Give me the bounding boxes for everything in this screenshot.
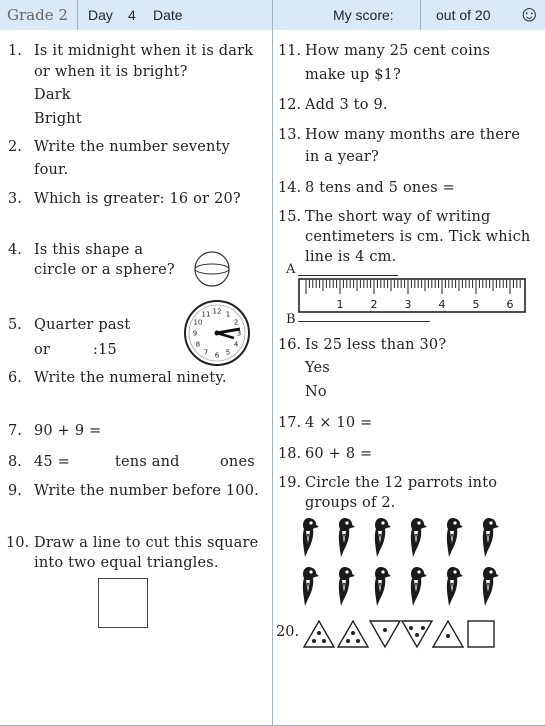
triangle-up-icon [304, 621, 334, 647]
sphere-icon [188, 249, 236, 289]
parrot-icon [411, 567, 427, 606]
q15-text: line is 4 cm. [305, 249, 397, 265]
q18-text: 60 + 8 = [305, 446, 373, 462]
q10-text: into two equal triangles. [34, 555, 219, 571]
header-bar [0, 0, 545, 30]
triangle-up-icon [338, 621, 368, 647]
q10-text: Draw a line to cut this square [34, 535, 259, 551]
parrot-icon [303, 567, 319, 606]
q1-text: or when it is bright? [34, 64, 188, 80]
clock-number: 9 [192, 329, 198, 338]
parrot-icon [483, 518, 499, 557]
ruler [298, 278, 528, 314]
q12-text: Add 3 to 9. [305, 97, 388, 113]
ruler-label: 5 [472, 298, 480, 311]
pattern-shapes [302, 618, 502, 650]
q8-text: ones [220, 454, 255, 470]
grade-label: Grade 2 [7, 6, 68, 24]
q16-option-yes[interactable]: Yes [305, 360, 330, 376]
clock-number: 6 [214, 351, 220, 360]
q2-text: Write the number seventy [34, 139, 230, 155]
q8-text: tens and [115, 454, 180, 470]
q14-text: 8 tens and 5 ones = [305, 180, 455, 196]
q16-option-no[interactable]: No [305, 384, 327, 400]
parrots-grid [295, 514, 515, 614]
score-label: My score: [333, 7, 394, 23]
q3-number: 3. [8, 191, 22, 207]
date-label: Date [153, 7, 183, 23]
q2-number: 2. [8, 139, 22, 155]
smiley-icon: ☺ [518, 1, 541, 26]
parrot-icon [375, 518, 391, 557]
q1-option-dark[interactable]: Dark [34, 87, 71, 103]
q11-text: How many 25 cent coins [305, 43, 491, 59]
header-divider [77, 0, 78, 30]
triangle-down-icon [402, 621, 432, 647]
clock-number: 12 [212, 307, 222, 316]
parrot-icon [411, 518, 427, 557]
q8-number: 8. [8, 454, 22, 470]
q20-number: 20. [276, 624, 300, 640]
q17-text: 4 × 10 = [305, 415, 373, 431]
line-a-label: A [286, 262, 296, 277]
q1-option-bright[interactable]: Bright [34, 111, 82, 127]
parrot-icon [447, 567, 463, 606]
clock-number: 3 [236, 329, 242, 338]
q15-text: The short way of writing [305, 209, 491, 225]
q5-time: :15 [93, 342, 117, 358]
clock-number: 1 [225, 310, 231, 319]
q10-number: 10. [6, 535, 30, 551]
out-of-label: out of 20 [436, 7, 491, 23]
q19-number: 19. [278, 475, 302, 491]
day-number: 4 [128, 7, 136, 23]
triangle-down-icon [370, 621, 400, 647]
q12-number: 12. [278, 97, 302, 113]
ruler-label: 2 [370, 298, 378, 311]
header-divider [272, 0, 273, 30]
q11-number: 11. [278, 43, 302, 59]
q8-text: 45 = [34, 454, 71, 470]
day-label: Day [88, 7, 113, 23]
clock-number: 5 [225, 348, 231, 357]
clock-number: 7 [203, 348, 209, 357]
clock-number: 10 [193, 318, 203, 327]
q5-or: or [34, 342, 51, 358]
parrot-icon [339, 518, 355, 557]
q9-text: Write the number before 100. [34, 483, 259, 499]
clock-icon [182, 298, 252, 368]
q5-number: 5. [8, 317, 22, 333]
q19-text: Circle the 12 parrots into [305, 475, 498, 491]
q16-text: Is 25 less than 30? [305, 337, 447, 353]
q15-text: centimeters is cm. Tick which [305, 229, 531, 245]
q3-text: Which is greater: 16 or 20? [34, 191, 241, 207]
line-a[interactable] [298, 275, 398, 276]
q1-number: 1. [8, 43, 22, 59]
q1-text: Is it midnight when it is dark [34, 43, 254, 59]
q17-number: 17. [278, 415, 302, 431]
q5-text: Quarter past [34, 317, 131, 333]
q4-text: circle or a sphere? [34, 262, 175, 278]
clock-number: 4 [233, 340, 239, 349]
q13-text: in a year? [305, 149, 379, 165]
q9-number: 9. [8, 483, 22, 499]
q6-number: 6. [8, 370, 22, 386]
line-b-label: B [286, 312, 296, 327]
clock-number: 11 [201, 310, 211, 319]
ruler-label: 1 [336, 298, 344, 311]
q11-text: make up $1? [305, 67, 402, 83]
parrot-icon [483, 567, 499, 606]
q7-text: 90 + 9 = [34, 423, 102, 439]
q4-text: Is this shape a [34, 242, 144, 258]
parrot-icon [303, 518, 319, 557]
q15-number: 15. [278, 209, 302, 225]
line-b[interactable] [298, 321, 430, 322]
clock-number: 8 [195, 340, 201, 349]
answer-square [468, 621, 494, 647]
ruler-label: 3 [404, 298, 412, 311]
ruler-label: 4 [438, 298, 446, 311]
q6-text: Write the numeral ninety. [34, 370, 227, 386]
q16-number: 16. [278, 337, 302, 353]
clock-number: 2 [233, 318, 239, 327]
header-divider [420, 0, 421, 30]
q13-text: How many months are there [305, 127, 520, 143]
ruler-label: 6 [506, 298, 514, 311]
column-divider [272, 30, 273, 726]
q14-number: 14. [278, 180, 302, 196]
q7-number: 7. [8, 423, 22, 439]
parrot-icon [447, 518, 463, 557]
q2-text: four. [34, 162, 69, 178]
triangle-up-icon [433, 621, 463, 647]
q18-number: 18. [278, 446, 302, 462]
q19-text: groups of 2. [305, 495, 396, 511]
parrot-icon [339, 567, 355, 606]
q13-number: 13. [278, 127, 302, 143]
q4-number: 4. [8, 242, 22, 258]
parrot-icon [375, 567, 391, 606]
square-shape[interactable] [98, 578, 148, 628]
